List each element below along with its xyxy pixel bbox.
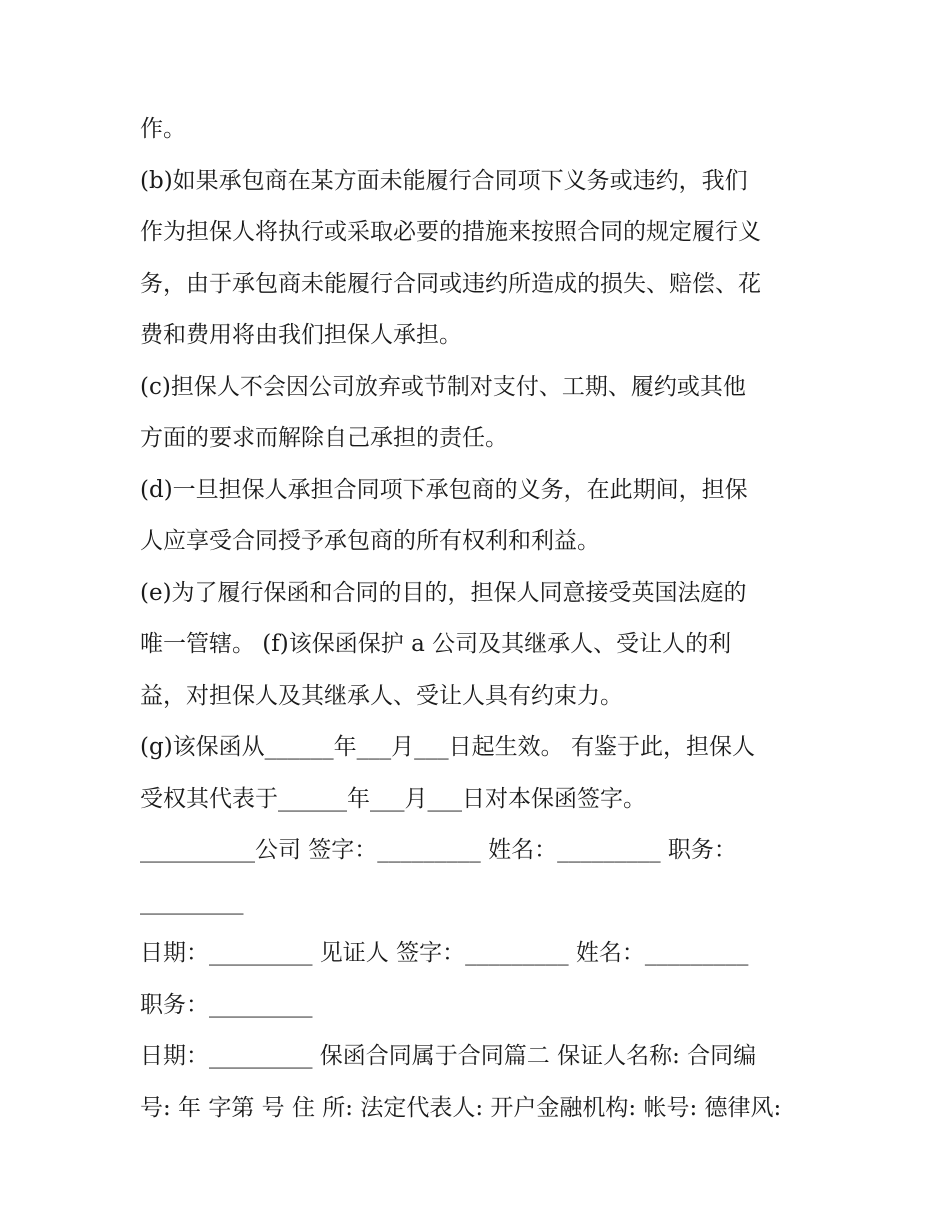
text-line: 益，对担保人及其继承人、受让人具有约束力。 (140, 682, 623, 709)
text-line: 人应享受合同授予承包商的所有权利和利益。 (140, 528, 600, 554)
text-line: 作。 (140, 116, 186, 142)
document-body (140, 104, 830, 1134)
text-line: (e)为了履行保函和合同的目的，担保人同意接受英国法庭的 (140, 579, 747, 606)
text-line: 唯一管辖。 (f)该保函保护 a 公司及其继承人、受让人的利 (140, 631, 732, 657)
signature-line: _________ (140, 888, 244, 915)
witness-line: 日期：_________ 见证人 签字：_________ 姓名：_________ (140, 940, 749, 966)
text-line: 费和费用将由我们担保人承担。 (140, 322, 462, 348)
signature-line: __________公司 签字：_________ 姓名：_________ 职务： (140, 837, 737, 863)
text-line: (b)如果承包商在某方面未能履行合同项下义务或违约，我们 (140, 167, 748, 194)
text-line: (d)一旦担保人承担合同项下承包商的义务，在此期间，担保 (140, 476, 748, 503)
text-line: (c)担保人不会因公司放弃或节制对支付、工期、履约或其他 (140, 373, 746, 400)
text-line: 方面的要求而解除自己承担的责任。 (140, 425, 508, 451)
text-line: (g)该保函从______年___月___日起生效。 有鉴于此，担保人 (140, 734, 755, 760)
text-line: 受权其代表于______年___月___日对本保函签字。 (140, 785, 646, 812)
text-line: 务，由于承包商未能履行合同或违约所造成的损失、赔偿、花 (140, 270, 761, 297)
text-line: 作为担保人将执行或采取必要的措施来按照合同的规定履行义 (140, 219, 761, 245)
text-line: 日期：_________ 保函合同属于合同篇二 保证人名称: 合同编 (140, 1043, 757, 1069)
witness-line: 职务：_________ (140, 991, 313, 1018)
text-line: 号: 年 字第 号 住 所: 法定代表人: 开户金融机构: 帐号: 德律风: (140, 1094, 782, 1121)
